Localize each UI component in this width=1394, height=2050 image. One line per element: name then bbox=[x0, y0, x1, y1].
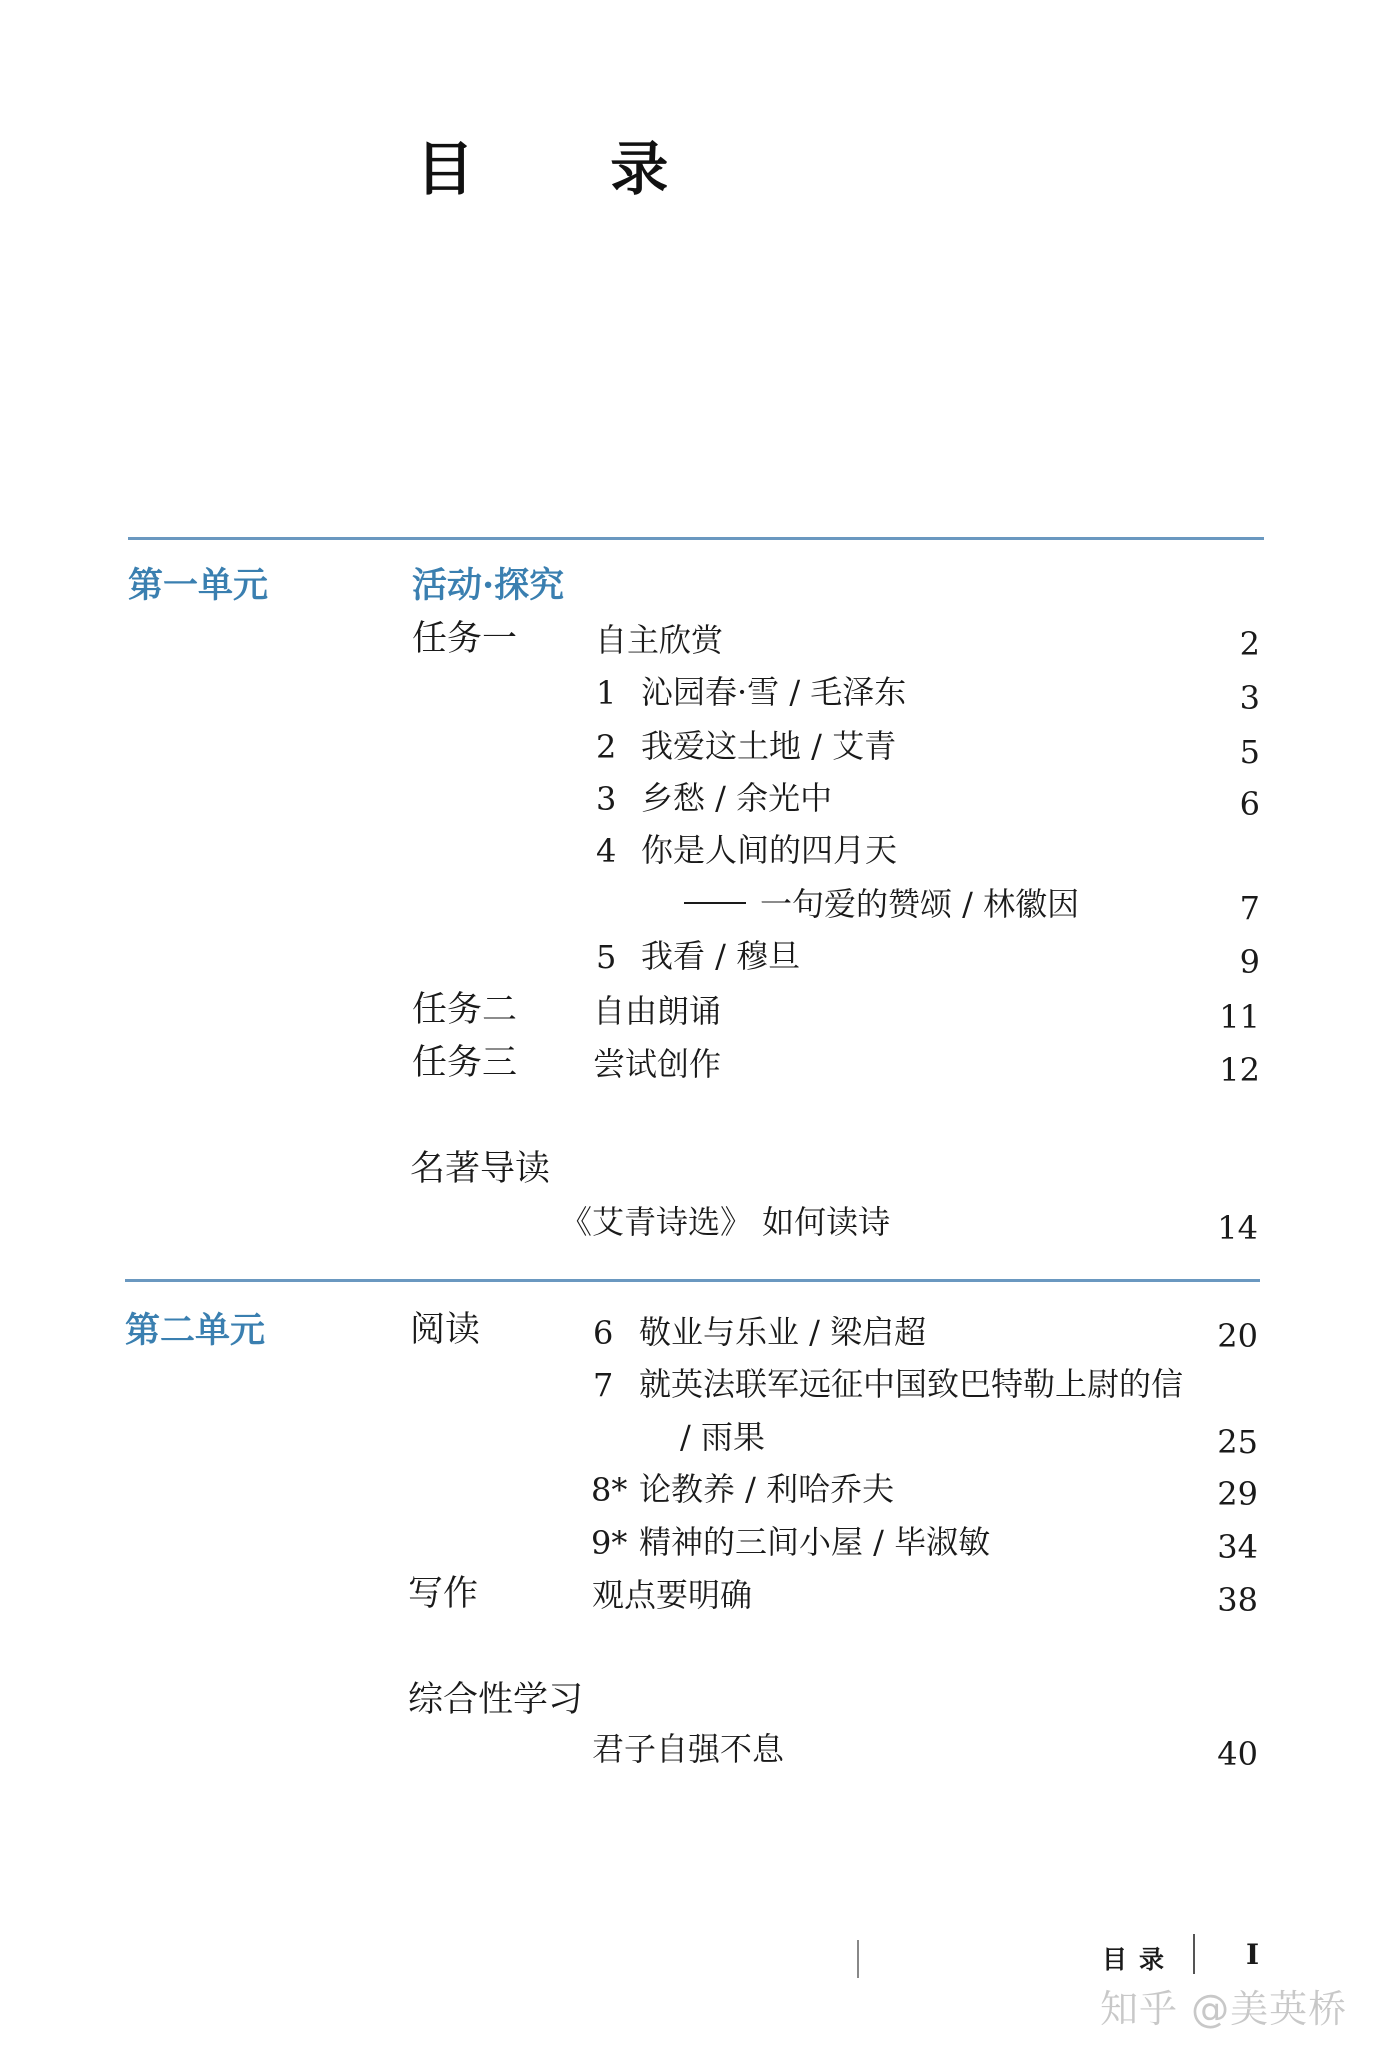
page-number: 7 bbox=[1239, 889, 1260, 927]
unit-label: 第二单元 bbox=[125, 1310, 266, 1351]
lesson-number: 2 bbox=[596, 728, 617, 766]
footer-label: 目录 bbox=[1102, 1945, 1177, 1974]
lesson-title: 就英法联军远征中国致巴特勒上尉的信 bbox=[639, 1365, 1184, 1403]
footer-page-number: I bbox=[1246, 1938, 1260, 1971]
lesson-subtitle: / 雨果 bbox=[680, 1418, 765, 1456]
lesson-number: 9* bbox=[591, 1524, 628, 1562]
task-label: 任务三 bbox=[412, 1043, 518, 1083]
page-number: 9 bbox=[1239, 943, 1260, 981]
classic-reading-label: 名著导读 bbox=[410, 1149, 551, 1189]
lesson-title: 沁园春·雪 / 毛泽东 bbox=[641, 673, 907, 711]
lesson-title: 敬业与乐业 / 梁启超 bbox=[639, 1313, 927, 1351]
lesson-number: 1 bbox=[596, 674, 617, 712]
lesson-title: 我爱这土地 / 艾青 bbox=[641, 727, 897, 765]
lesson-number: 8* bbox=[591, 1471, 628, 1509]
page-number: 5 bbox=[1239, 733, 1260, 771]
lesson-number: 4 bbox=[596, 832, 617, 870]
page-number: 6 bbox=[1239, 785, 1260, 823]
lesson-title: 乡愁 / 余光中 bbox=[641, 779, 833, 817]
lesson-title: 论教养 / 利哈乔夫 bbox=[639, 1470, 895, 1508]
comprehensive-label: 综合性学习 bbox=[408, 1680, 584, 1720]
writing-title: 观点要明确 bbox=[592, 1576, 753, 1614]
page-number: 34 bbox=[1217, 1528, 1258, 1566]
task-title: 尝试创作 bbox=[593, 1045, 722, 1083]
page-number: 38 bbox=[1217, 1581, 1258, 1619]
page-number: 2 bbox=[1239, 625, 1260, 663]
lesson-number: 5 bbox=[596, 938, 617, 976]
page-number: 14 bbox=[1217, 1209, 1258, 1247]
page-number: 12 bbox=[1219, 1051, 1260, 1089]
lesson-number: 6 bbox=[593, 1314, 614, 1352]
page-number: 29 bbox=[1217, 1475, 1258, 1513]
lesson-title: 精神的三间小屋 / 毕淑敏 bbox=[639, 1523, 991, 1561]
page-number: 40 bbox=[1217, 1735, 1258, 1773]
lesson-number: 7 bbox=[593, 1366, 614, 1404]
dash-mark bbox=[684, 902, 746, 904]
task-label: 任务一 bbox=[412, 619, 518, 659]
unit-divider bbox=[128, 537, 1264, 540]
task-label: 任务二 bbox=[412, 990, 518, 1030]
lesson-subtitle-text: 一句爱的赞颂 / 林徽因 bbox=[760, 885, 1080, 923]
task-title: 自由朗诵 bbox=[593, 992, 722, 1030]
binding-mark bbox=[857, 1940, 859, 1978]
page-number: 25 bbox=[1217, 1423, 1258, 1461]
unit-label: 第一单元 bbox=[128, 565, 269, 606]
page-number: 20 bbox=[1217, 1317, 1258, 1355]
section-label: 活动·探究 bbox=[412, 565, 565, 606]
page-number: 3 bbox=[1239, 679, 1260, 717]
watermark: 知乎 @美英桥 bbox=[1100, 1987, 1348, 2031]
task-title: 自主欣赏 bbox=[595, 621, 724, 659]
page-title: 目 录 bbox=[416, 135, 727, 203]
classic-reading-title: 《艾青诗选》 如何读诗 bbox=[560, 1203, 891, 1241]
footer-divider bbox=[1193, 1934, 1195, 1974]
lesson-number: 3 bbox=[596, 780, 617, 818]
unit-divider bbox=[125, 1279, 1260, 1282]
comprehensive-title: 君子自强不息 bbox=[592, 1730, 785, 1768]
reading-label: 阅读 bbox=[410, 1310, 481, 1350]
lesson-title: 我看 / 穆旦 bbox=[641, 937, 801, 975]
lesson-title: 你是人间的四月天 bbox=[641, 831, 898, 869]
page-number: 11 bbox=[1219, 998, 1260, 1036]
lesson-subtitle bbox=[684, 885, 1080, 923]
writing-label: 写作 bbox=[408, 1574, 479, 1614]
